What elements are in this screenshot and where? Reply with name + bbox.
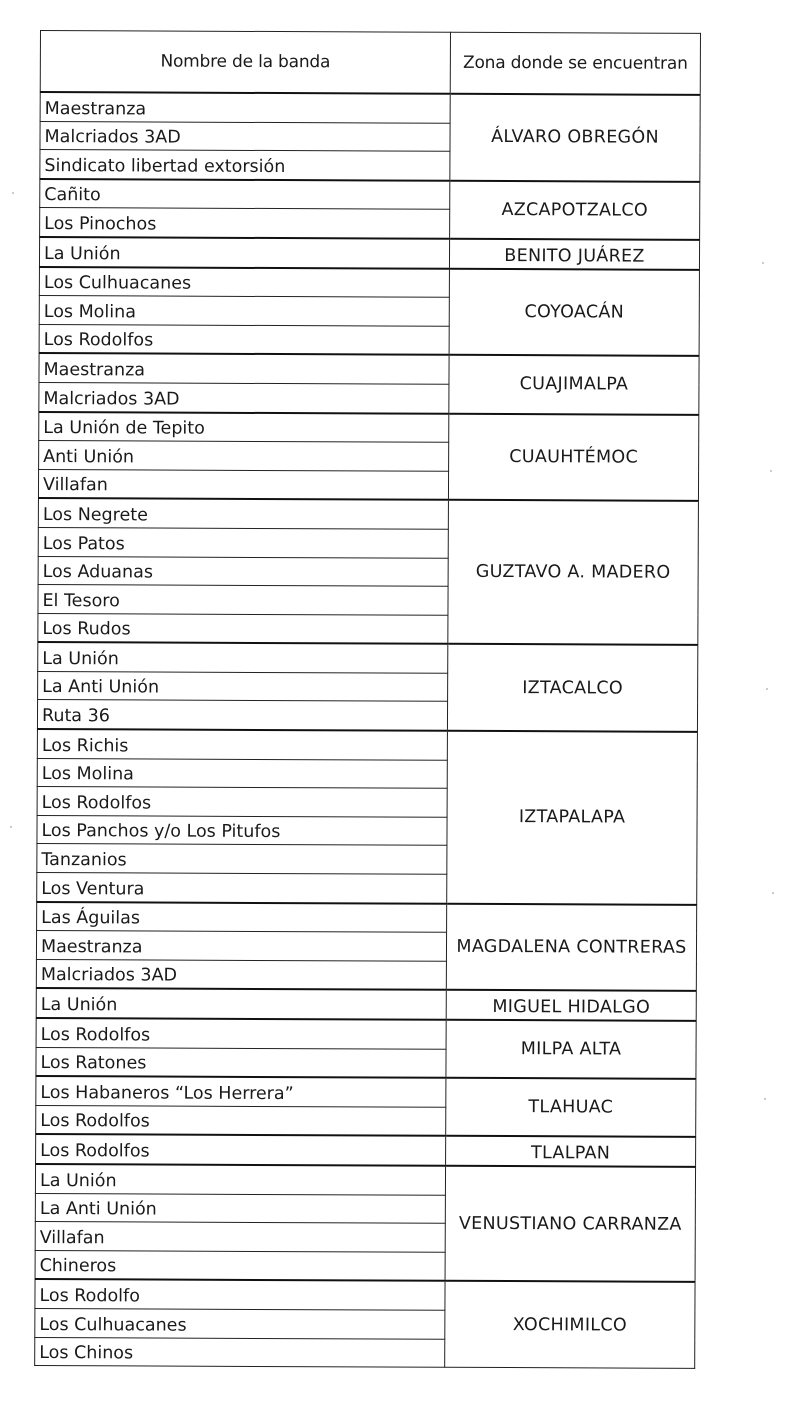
table-row (39, 237, 699, 269)
scan-speck (766, 688, 768, 690)
banda-name-cell: Malcriados 3AD (39, 382, 449, 413)
zona-cell: COYOACÁN (449, 268, 699, 356)
zona-cell: TLAHUAC (446, 1078, 696, 1137)
table-row (36, 1018, 696, 1050)
zona-cell: VENUSTIANO CARRANZA (445, 1166, 696, 1282)
banda-name-cell: Los Rudos (38, 613, 448, 644)
table-row (38, 498, 698, 530)
banda-name-cell: Sindicato libertad extorsión (40, 150, 450, 181)
banda-name-cell: La Unión (39, 237, 449, 268)
zona-cell: GUZTAVO A. MADERO (448, 500, 699, 645)
table-row (36, 988, 696, 1020)
header-row (40, 31, 700, 95)
banda-name-cell: Los Patos (38, 527, 448, 557)
table-row (38, 642, 698, 674)
banda-name-cell: Cañito (40, 179, 450, 210)
scan-speck (772, 892, 774, 894)
banda-name-cell: Los Rodolfos (36, 1105, 446, 1136)
banda-name-cell: Los Chinos (35, 1337, 445, 1367)
banda-name-cell: Los Rodolfos (39, 324, 449, 355)
bandas-table (34, 30, 701, 1369)
banda-name-cell: Los Richis (37, 729, 447, 760)
table-row (37, 729, 697, 761)
banda-name-cell: Las Águilas (37, 902, 447, 933)
header-zona: Zona donde se encuentran (450, 32, 700, 95)
banda-name-cell: La Unión (36, 988, 446, 1019)
scan-speck (764, 1098, 766, 1100)
zona-cell: CUAUHTÉMOC (448, 413, 698, 501)
table-row (35, 1164, 695, 1196)
banda-name-cell: Los Ventura (37, 873, 447, 904)
zona-cell: MILPA ALTA (446, 1020, 696, 1079)
banda-name-cell: La Anti Unión (35, 1193, 445, 1223)
table-body (35, 92, 701, 1368)
zona-cell: IZTACALCO (447, 644, 697, 732)
banda-name-cell: Los Rodolfos (36, 1134, 446, 1165)
banda-name-cell: Los Culhuacanes (35, 1308, 445, 1338)
document-sheet (34, 30, 700, 1369)
scan-speck (762, 262, 764, 264)
table-row (40, 179, 700, 211)
banda-name-cell: Villafan (35, 1222, 445, 1252)
zona-cell: XOCHIMILCO (445, 1281, 695, 1368)
zona-cell: TLALPAN (446, 1136, 696, 1167)
table-row (35, 1279, 695, 1311)
banda-name-cell: Los Aduanas (38, 556, 448, 586)
banda-name-cell: Los Ratones (36, 1047, 446, 1078)
banda-name-cell: Los Molina (37, 758, 447, 788)
banda-name-cell: Los Molina (39, 296, 449, 326)
banda-name-cell: Maestranza (39, 353, 449, 384)
zona-cell: IZTAPALAPA (447, 731, 698, 905)
zona-cell: BENITO JUÁREZ (449, 239, 699, 270)
banda-name-cell: Los Pinochos (40, 208, 450, 239)
banda-name-cell: La Unión de Tepito (39, 412, 449, 443)
banda-name-cell: Tanzanios (37, 844, 447, 874)
banda-name-cell: Ruta 36 (37, 700, 447, 731)
table-row (39, 353, 699, 385)
banda-name-cell: Maestranza (40, 92, 450, 123)
banda-name-cell: Los Negrete (38, 498, 448, 529)
table-row (39, 412, 699, 444)
banda-name-cell: La Unión (38, 642, 448, 673)
banda-name-cell: Chineros (35, 1250, 445, 1281)
banda-name-cell: Los Rodolfo (35, 1279, 445, 1310)
banda-name-cell: La Anti Unión (38, 671, 448, 701)
zona-cell: MAGDALENA CONTRERAS (446, 903, 696, 991)
banda-name-cell: Los Rodolfos (37, 787, 447, 817)
table-row (36, 1076, 696, 1108)
banda-name-cell: El Tesoro (38, 585, 448, 615)
zona-cell: MIGUEL HIDALGO (446, 990, 696, 1021)
banda-name-cell: Maestranza (36, 931, 446, 961)
table-row (39, 267, 699, 299)
zona-cell: AZCAPOTZALCO (450, 181, 700, 240)
banda-name-cell: Villafan (38, 469, 448, 500)
header-nombre-banda: Nombre de la banda (40, 31, 450, 94)
table-row (37, 902, 697, 934)
banda-name-cell: Anti Unión (39, 441, 449, 471)
banda-name-cell: Malcriados 3AD (36, 959, 446, 990)
banda-name-cell: Los Culhuacanes (39, 267, 449, 298)
scan-speck (770, 470, 772, 472)
table-header (40, 31, 700, 95)
banda-name-cell: Los Rodolfos (36, 1018, 446, 1049)
scan-speck (10, 826, 12, 828)
zona-cell: ÁLVARO OBREGÓN (450, 94, 700, 182)
banda-name-cell: Los Habaneros “Los Herrera” (36, 1076, 446, 1107)
banda-name-cell: Malcriados 3AD (40, 121, 450, 151)
table-row (40, 92, 700, 124)
zona-cell: CUAJIMALPA (449, 355, 699, 414)
scan-speck (12, 192, 14, 194)
banda-name-cell: Los Panchos y/o Los Pitufos (37, 815, 447, 845)
table-row (36, 1134, 696, 1166)
banda-name-cell: La Unión (35, 1164, 445, 1195)
